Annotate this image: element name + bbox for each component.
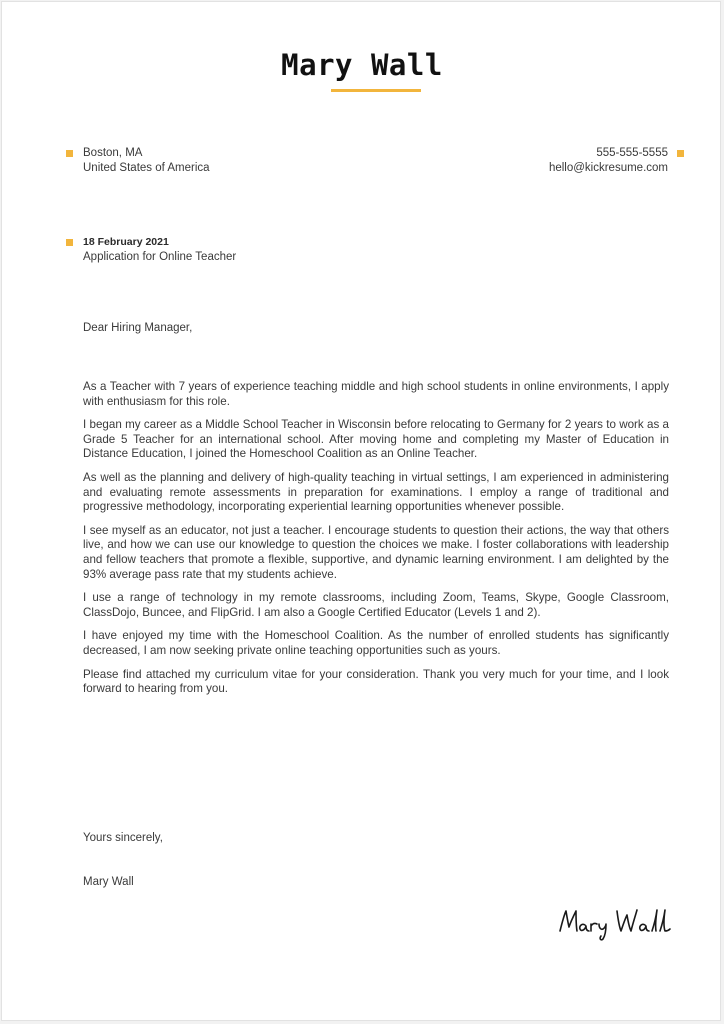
body-paragraph: I use a range of technology in my remote classrooms, including Zoom, Teams, Skype, Google Classroom, ClassDojo, Buncee, and FlipGrid. I am also a Google Certified Educator (Levels 1 and 2). [83,591,669,619]
body-paragraph: As a Teacher with 7 years of experience teaching middle and high school students in online environments, I apply with enthusiasm for this role. [83,380,669,408]
body-paragraph: Please find attached my curriculum vitae for your consideration. Thank you very much for your time, and I look forward to hearing from you. [83,667,669,696]
date-subject-block [83,235,236,265]
contact-details [549,146,668,176]
letter-subject: Application for Online Teacher [83,251,237,263]
contact-email: hello@kickresume.com [548,162,668,174]
contact-address [83,146,210,176]
letter-date: 18 February 2021 [83,236,169,248]
body-paragraph: I began my career as a Middle School Teacher in Wisconsin before relocating to Germany for 2 years to work as a Grade 5 Teacher for an international school. After moving home and completing my Master of Education in Distance Education, I joined the Homeschool Coalition as an Online Teacher. [83,418,669,461]
contact-right-bullet-icon [677,150,684,157]
address-city: Boston, MA [83,147,143,159]
closing-line: Yours sincerely, [83,832,163,844]
signer-name: Mary Wall [83,876,134,888]
body-paragraph: I see myself as an educator, not just a teacher. I encourage students to question their actions, the way that others live, and how we can use our knowledge to question the choices we make. I foster collaborations with leadership and fellow teachers that promote a flexible, supportive, and dynamic learning environment. I am delighted by the 93% average pass rate that my students achieve. [83,523,669,581]
address-country: United States of America [83,162,210,174]
contact-left-bullet-icon [66,150,73,157]
name-underline-accent [331,89,421,92]
body-paragraph: I have enjoyed my time with the Homeschool Coalition. As the number of enrolled students has significantly decreased, I am now seeking private online teaching opportunities such as yours. [83,629,669,657]
letter-body [83,380,669,706]
handwritten-signature [557,903,677,943]
contact-phone: 555-555-5555 [596,147,668,159]
greeting: Dear Hiring Manager, [83,322,193,334]
date-bullet-icon [66,239,73,246]
applicant-name-heading: Mary Wall [281,48,443,82]
body-paragraph: As well as the planning and delivery of high-quality teaching in virtual settings, I am experienced in administering and evaluating remote assessments in preparation for examinations. I employ a range of traditional and progressive methodology, incorporating experiential learning opportunities whenever possible. [83,470,669,514]
